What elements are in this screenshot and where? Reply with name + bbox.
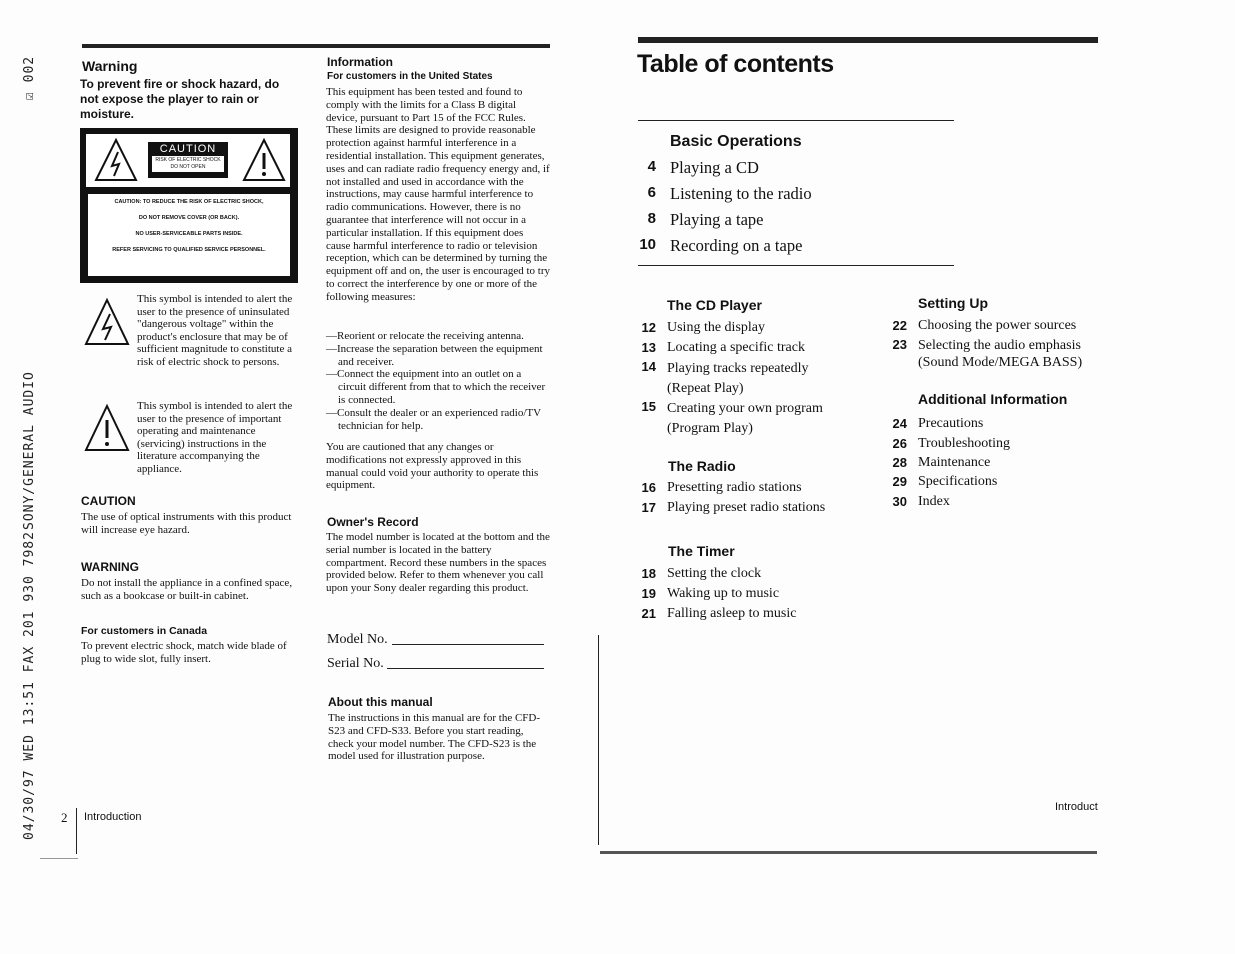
toc-item-label: Selecting the audio emphasis [918,338,1081,353]
toc-page-num: 12 [641,320,656,335]
caution-text: The use of optical instruments with this product will increase eye hazard. [81,511,292,536]
toc-title-rule [638,120,954,121]
toc-item-sublabel: (Program Play) [667,421,753,436]
warning2-text: Do not install the appliance in a confined space, such as a bookcase or built-in cabinet. [81,577,293,602]
measure-item: —Connect the equipment into an outlet on a circuit different from that to which the receiver is connected. [326,368,546,406]
toc-item-label: Playing tracks repeatedly [667,361,809,376]
toc-page-num: 21 [641,606,656,621]
info-heading: Information [327,55,393,69]
toc-page-num: 18 [641,566,656,581]
toc-item-label: Setting the clock [667,566,762,581]
warning2-heading: WARNING [81,560,139,574]
toc-page-num: 15 [641,399,656,414]
cd-player-heading: The CD Player [667,297,762,313]
toc-page-num: 30 [892,494,907,509]
toc-item-label: Index [918,494,950,509]
serial-label: Serial No. [327,656,384,671]
toc-item-sublabel: (Repeat Play) [667,381,744,396]
exclamation-symbol-icon [84,404,130,452]
toc-page-num: 23 [892,337,907,352]
exclamation-warning-icon [242,138,286,182]
caution-line: NO USER-SERVICEABLE PARTS INSIDE. [135,231,243,237]
toc-item-preset-play[interactable] [632,500,825,516]
toc-item-label: Precautions [918,416,984,431]
us-heading: For customers in the United States [327,71,493,82]
caution-heading: CAUTION [81,494,136,508]
footer-mark [40,858,78,859]
caution-word: CAUTION [159,143,217,155]
toc-item-playing-cd[interactable] [632,158,759,178]
setting-up-heading: Setting Up [918,295,988,311]
toc-page-num: 24 [892,416,907,431]
toc-item-clock[interactable] [632,566,761,582]
toc-item-troubleshooting[interactable] [883,436,1010,452]
measure-item: —Reorient or relocate the receiving antenna. [326,330,524,342]
toc-item-display[interactable] [632,320,765,336]
symbol1-text: This symbol is intended to alert the user to the presence of uninsulated "dangerous voltage" within the product's enclosure that may be of sufficient magnitude to constitute a risk of electric shock to persons. [137,293,293,368]
toc-item-label: Specifications [918,474,998,489]
about-text: The instructions in this manual are for the CFD-S23 and CFD-S33. Before you start reading, check your model number. The CFD-S23 is the model used for illustration purpose. [328,712,541,763]
fax-stamp: ☑ 002 [22,55,37,100]
additional-heading: Additional Information [918,391,1068,407]
caution-line: DO NOT REMOVE COVER (OR BACK). [138,215,240,221]
gutter-line [598,635,599,845]
toc-item-label: Troubleshooting [918,436,1011,451]
lightning-symbol-icon [84,298,130,346]
symbol2-text: This symbol is intended to alert the user to the presence of important operating and maintenance (servicing) instructions in the literature accompanying the appliance. [137,400,293,475]
top-rule-right [638,37,1098,43]
footer-divider [76,808,77,854]
toc-item-label: Listening to the radio [670,184,812,203]
toc-item-power[interactable] [883,318,1076,334]
toc-item-label: Choosing the power sources [918,318,1077,333]
toc-item-recording[interactable] [632,236,802,256]
caution-sub2: DO NOT OPEN [170,164,206,170]
caution-center [148,142,228,178]
owners-text: The model number is located at the bottom and the serial number is located in the battery compartment. Record these numbers in the spaces provided below. Refer to them whenever you call upon your Sony dealer regarding this product. [326,531,550,595]
toc-item-waking[interactable] [632,586,779,602]
toc-item-label: Waking up to music [667,586,780,601]
toc-item-repeat[interactable] [632,359,809,399]
toc-page-num: 10 [639,236,656,253]
toc-item-presetting[interactable] [632,480,802,496]
toc-item-label: Playing preset radio stations [667,500,826,515]
caution-mods-text: You are cautioned that any changes or modifications not expressly approved in this manual could void your authority to operate this equipment. [326,441,539,492]
measure-item: —Increase the separation between the equipment and receiver. [326,342,543,368]
toc-item-locating[interactable] [632,340,805,356]
toc-item-precautions[interactable] [883,416,983,432]
caution-line: REFER SERVICING TO QUALIFIED SERVICE PERSONNEL. [112,247,266,253]
fax-sender: SONY/GENERAL AUDIO [22,371,37,530]
toc-page-num: 8 [647,210,656,227]
top-rule-left [82,44,550,48]
toc-page-num: 14 [641,359,656,374]
lightning-warning-icon [94,138,138,182]
toc-item-label: Falling asleep to music [667,606,797,621]
caution-label-inner [86,134,290,187]
owners-heading: Owner's Record [327,515,419,529]
fax-timestamp: 04/30/97 WED 13:51 FAX 201 930 7982 [22,531,37,840]
toc-page-num: 22 [892,318,907,333]
toc-item-label: Locating a specific track [667,340,805,355]
toc-item-label: Playing a tape [670,210,764,229]
toc-page-num: 19 [641,586,656,601]
basic-heading: Basic Operations [670,133,802,150]
canada-heading: For customers in Canada [81,625,208,637]
toc-item-audio-emphasis[interactable] [883,337,1082,371]
toc-item-label: Recording on a tape [670,236,803,255]
fax-header-strip [22,55,46,850]
measures-list [326,330,550,432]
model-label: Model No. [327,632,388,647]
caution-instructions [88,194,290,276]
model-line[interactable] [392,644,544,645]
radio-heading: The Radio [668,458,736,474]
toc-page-num: 13 [641,340,656,355]
toc-page-num: 16 [641,480,656,495]
measure-item: —Consult the dealer or an experienced radio/TV technician for help. [326,406,541,432]
bottom-scan-line [600,851,1097,854]
toc-page-num: 4 [647,158,656,175]
info-text: This equipment has been tested and found to comply with the limits for a Class B digital device, pursuant to Part 15 of the FCC Rules. These limits are designed to provide reasonable protection against harmful interference in a residential installation. This equipment generates, uses and can radiate radio frequency energy and, if not installed and used in accordance with the instructions, may cause harmful interference to radio communications. However, there is no guarantee that interference will not occur in a particular installation. If this equipment does cause harmful interference to radio or television reception, which can be determined by turning the equipment off and on, the user is encouraged to try to correct the interference by one or more of the following measures: [326,86,551,303]
caution-line: CAUTION: TO REDUCE THE RISK OF ELECTRIC SHOCK, [114,199,264,205]
toc-page-num: 6 [647,184,656,201]
page-number: 2 [61,810,68,825]
caution-label-box [80,128,298,283]
toc-item-index[interactable] [883,494,950,510]
warning-text: To prevent fire or shock hazard, do not expose the player to rain or moisture. [80,77,280,121]
page-label: Introduction [84,811,142,823]
toc-page-num: 29 [892,474,907,489]
toc-item-sleeping[interactable] [632,606,796,622]
timer-heading: The Timer [668,543,735,559]
serial-line[interactable] [387,668,544,669]
toc-item-program[interactable] [632,399,823,439]
toc-item-label: Creating your own program [667,401,823,416]
toc-item-sublabel: (Sound Mode/MEGA BASS) [918,355,1083,370]
right-footer-label: Introduct [1055,801,1098,813]
toc-item-specifications[interactable] [883,474,997,490]
toc-page-num: 28 [892,455,907,470]
canada-text: To prevent electric shock, match wide blade of plug to wide slot, fully insert. [81,640,287,665]
toc-item-maintenance[interactable] [883,455,990,471]
toc-item-label: Playing a CD [670,158,759,177]
basic-rule [638,265,954,266]
toc-page-num: 26 [892,436,907,451]
toc-page-num: 17 [641,500,656,515]
about-heading: About this manual [328,695,433,709]
warning-title: Warning [82,58,138,74]
toc-item-label: Maintenance [918,455,991,470]
toc-item-radio[interactable] [632,184,812,204]
toc-title: Table of contents [637,50,834,78]
caution-sub1: RISK OF ELECTRIC SHOCK [155,157,221,163]
toc-item-tape[interactable] [632,210,763,230]
toc-item-label: Presetting radio stations [667,480,802,495]
toc-item-label: Using the display [667,320,765,335]
